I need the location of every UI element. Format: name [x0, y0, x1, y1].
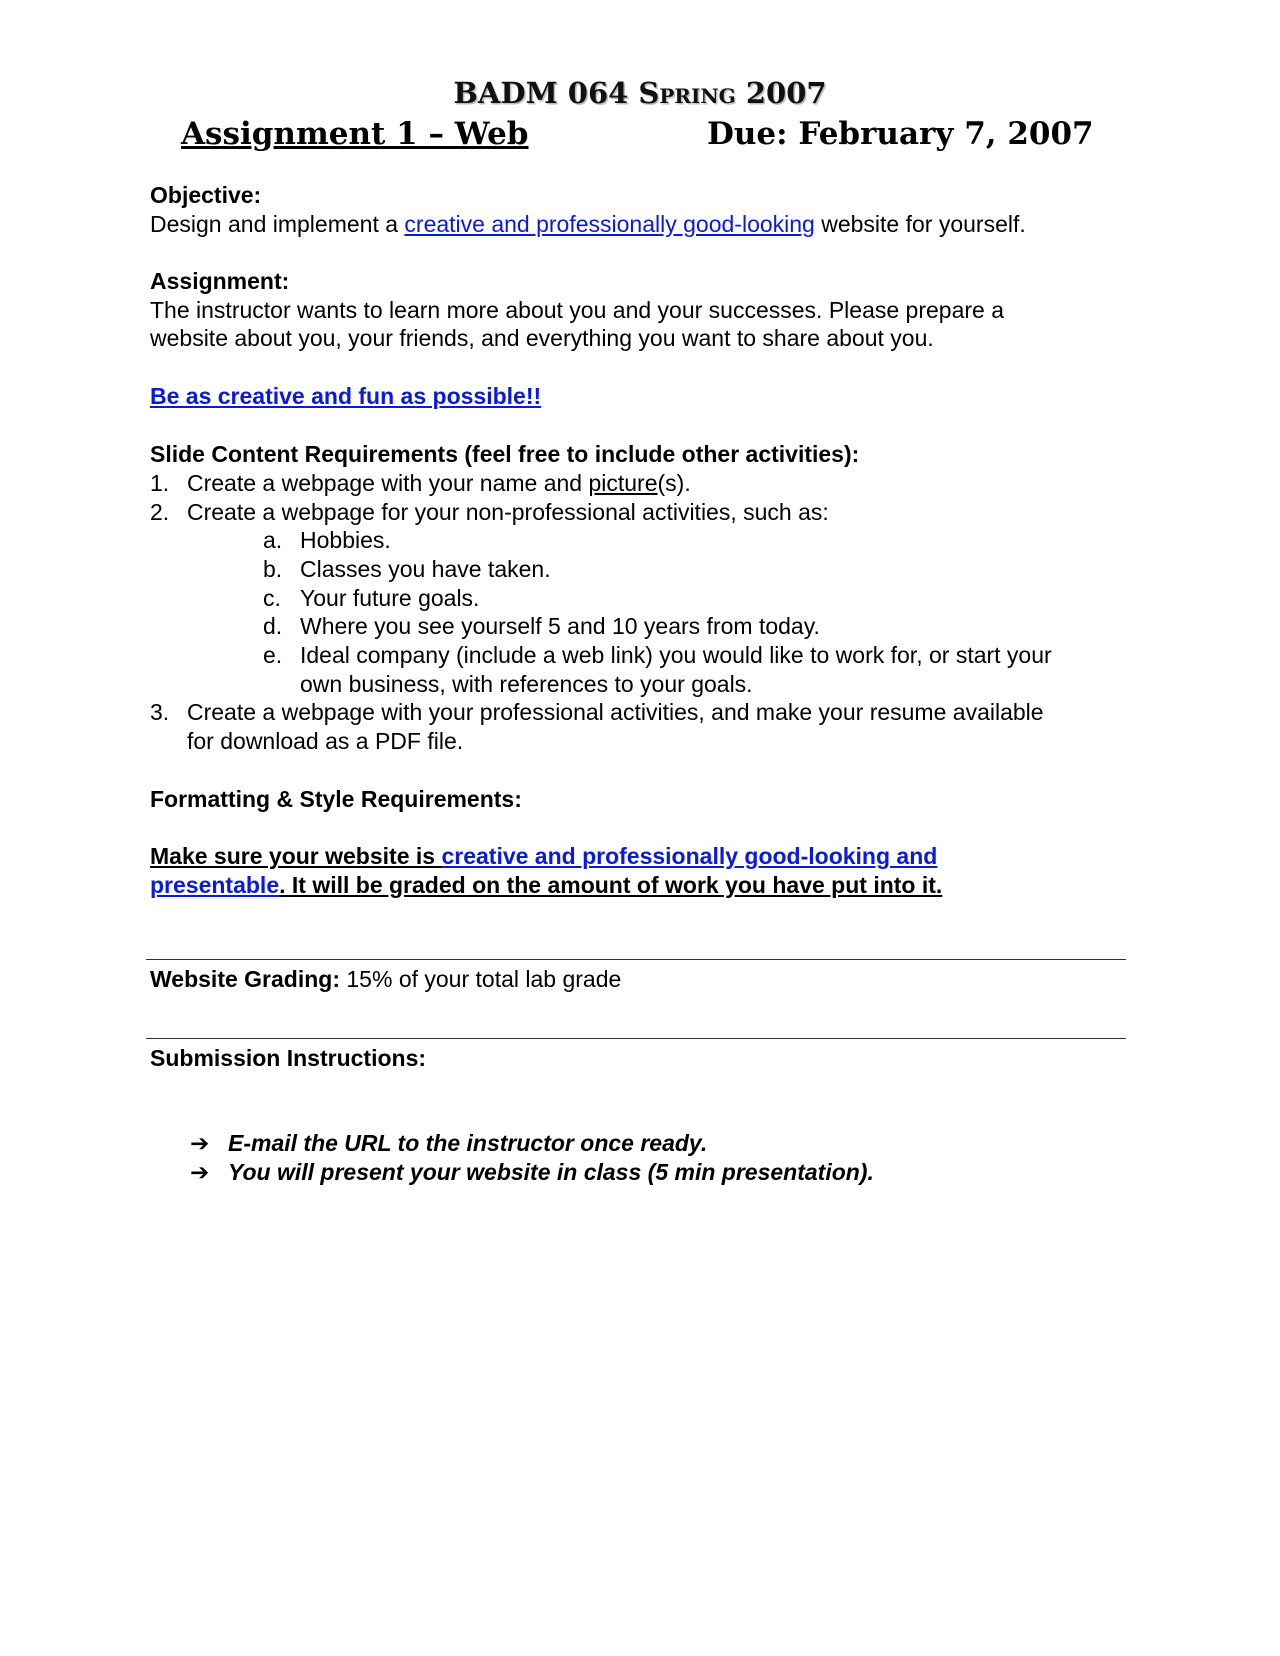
assignment-section: [150, 267, 1004, 353]
grading-value: 15% of your total lab grade: [340, 966, 622, 992]
formatting-statement: [150, 842, 1140, 899]
list-number: 1.: [150, 470, 170, 496]
list-item-text: [187, 469, 691, 498]
item1-text-after: (s).: [657, 470, 691, 496]
objective-link[interactable]: creative and professionally good-looking: [404, 210, 815, 237]
objective-text: [150, 210, 1026, 239]
assignment-heading: Assignment:: [150, 268, 290, 294]
formatting-link-2[interactable]: presentable: [150, 871, 280, 898]
submission-heading: Submission Instructions:: [150, 1045, 427, 1071]
sub-letter: a.: [263, 527, 283, 553]
item1-text-before: Create a webpage with your name and: [187, 470, 589, 496]
formatting-link-1[interactable]: creative and professionally good-looking and: [441, 843, 938, 869]
course-prefix: BADM 064: [453, 76, 639, 110]
submission-item: [190, 1130, 707, 1157]
assignment-line-2: website about you, your friends, and everything you want to share about you.: [150, 325, 934, 352]
objective-text-after: website for yourself.: [814, 210, 1026, 237]
submission-item-text: You will present your website in class (5 min presentation).: [228, 1159, 874, 1185]
item1-underlined: picture: [588, 470, 658, 496]
sub-text: Classes you have taken.: [300, 556, 551, 582]
grading-line: [150, 965, 621, 994]
formatting-heading: Formatting & Style Requirements:: [150, 786, 522, 812]
formatting-lead: Make sure your website is: [150, 843, 442, 869]
list-number: 2.: [150, 499, 170, 525]
sub-text: Ideal company (include a web link) you would like to work for, or start your: [300, 642, 1052, 668]
submission-item: [190, 1159, 874, 1186]
requirements-section: [150, 440, 1130, 760]
objective-section: [150, 181, 1026, 238]
sub-text-continued: own business, with references to your goals.: [300, 671, 753, 697]
formatting-tail: . It will be graded on the amount of work you have put into it.: [279, 871, 943, 898]
submission-item-text: E-mail the URL to the instructor once ready.: [228, 1130, 708, 1156]
divider: [146, 959, 1126, 960]
list-item-text-continued: for download as a PDF file.: [187, 728, 464, 754]
course-term: Spring: [638, 76, 736, 110]
sub-letter: d.: [263, 613, 283, 639]
sub-text: Hobbies.: [300, 527, 391, 553]
due-date: Due: February 7, 2007: [707, 116, 1094, 152]
list-number: 3.: [150, 699, 170, 725]
objective-text-before: Design and implement a: [150, 210, 405, 237]
arrow-right-icon: ➔: [190, 1130, 210, 1156]
sub-letter: c.: [263, 585, 281, 611]
arrow-right-icon: ➔: [190, 1159, 210, 1185]
divider: [146, 1038, 1126, 1039]
creative-callout-link[interactable]: Be as creative and fun as possible!!: [150, 383, 542, 409]
sub-letter: b.: [263, 556, 283, 582]
grading-label: Website Grading:: [150, 966, 340, 992]
sub-letter: e.: [263, 642, 283, 668]
list-item-text: Create a webpage for your non-professional activities, such as:: [187, 499, 829, 525]
course-title: [0, 76, 1280, 110]
assignment-line-1: The instructor wants to learn more about you and your successes. Please prepare a: [150, 296, 1005, 323]
requirements-heading: Slide Content Requirements (feel free to include other activities):: [150, 441, 860, 467]
course-year: 2007: [735, 76, 827, 110]
sub-text: Your future goals.: [300, 585, 480, 611]
list-item-text: Create a webpage with your professional activities, and make your resume available: [187, 699, 1044, 725]
objective-heading: Objective:: [150, 182, 262, 208]
assignment-title: Assignment 1 – Web: [181, 116, 529, 152]
sub-text: Where you see yourself 5 and 10 years from today.: [300, 613, 820, 639]
